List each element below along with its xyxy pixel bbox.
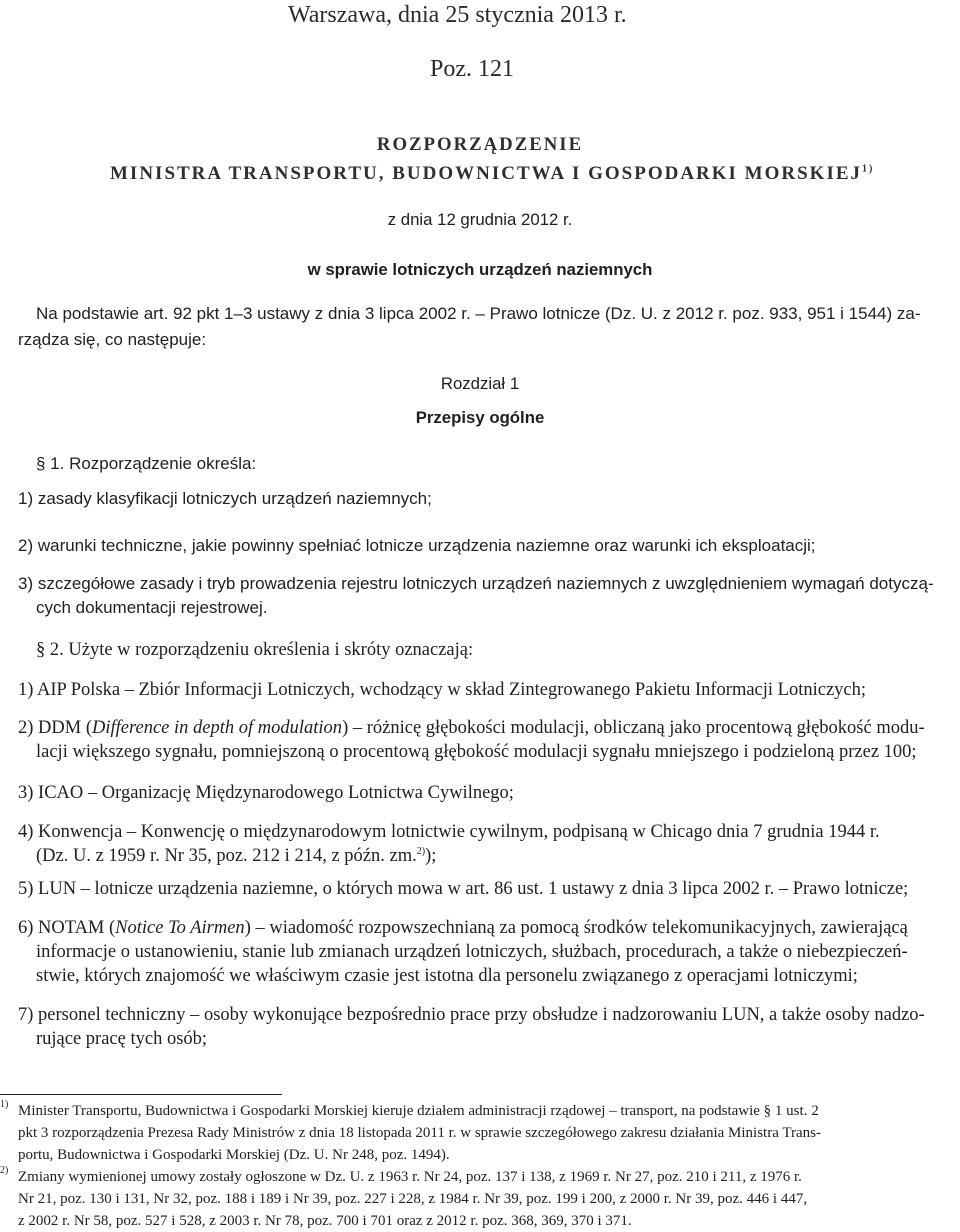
footnote-2-line-1: Zmiany wymienionej umowy zostały ogłoszone w Dz. U. z 1963 r. Nr 24, poz. 137 i 138, z 1969 r. Nr 27, poz. 210 i 211, z 1976 r.	[18, 1169, 802, 1185]
footnote-ref-2[interactable]: 2)	[416, 845, 426, 857]
section-1-item-3-line-1: 3) szczegółowe zasady i tryb prowadzenia rejestru lotniczych urządzeń naziemnych z uwzględnieniem wymagań dotyczą-	[18, 574, 934, 593]
section-2-item-6-line-2: informacje o ustanowieniu, stanie lub zmianach urządzeń lotniczych, służbach, procedurach, a także o niebezpieczeń-	[36, 942, 908, 962]
section-1-intro: § 1. Rozporządzenie określa:	[36, 454, 257, 473]
ddm-english-term: Difference in depth of modulation	[92, 718, 343, 738]
section-2-item-2-line-2: lacji większego sygnału, pomniejszoną o procentową głębokość modulacji sygnału mniejszego i podzieloną przez 100;	[36, 742, 917, 762]
section-2-item-6-line-3: stwie, których znajomość we właściwym czasie jest istotna dla personelu związanego z operacjami lotniczymi;	[36, 966, 858, 986]
footnote-1-mark: 1)	[0, 1099, 9, 1110]
regulation-subject: w sprawie lotniczych urządzeń naziemnych	[307, 260, 653, 279]
section-2-item-7-line-1: 7) personel techniczny – osoby wykonujące bezpośrednio prace przy obsłudze i nadzorowaniu LUN, a także osoby nadzo-	[18, 1005, 925, 1025]
section-2-item-3: 3) ICAO – Organizację Międzynarodowego Lotnictwa Cywilnego;	[18, 783, 514, 803]
section-2-item-5: 5) LUN – lotnicze urządzenia naziemne, o których mowa w art. 86 ust. 1 ustawy z dnia 3 lipca 2002 r. – Prawo lotnicze;	[18, 879, 909, 899]
section-2-item-6-line-1: 6) NOTAM (Notice To Airmen) – wiadomość rozpowszechnianą za pomocą środków telekomunikacyjnych, zawierającą	[18, 918, 908, 938]
footnote-1-line-2: pkt 3 rozporządzenia Prezesa Rady Ministrów z dnia 18 listopada 2011 r. w sprawie szczegółowego zakresu działania Ministra Trans-	[18, 1125, 821, 1141]
document-date: Warszawa, dnia 25 stycznia 2013 r.	[288, 2, 627, 28]
section-2-item-4-line-2: (Dz. U. z 1959 r. Nr 35, poz. 212 i 214, z późn. zm.$^{2)}$);	[36, 845, 437, 866]
regulation-date: z dnia 12 grudnia 2012 r.	[387, 210, 573, 229]
preamble-line-2: rządza się, co następuje:	[18, 330, 207, 349]
chapter-name: Przepisy ogólne	[415, 408, 545, 427]
section-1-item-3-line-2: cych dokumentacji rejestrowej.	[36, 598, 268, 617]
footnote-2-mark: 2)	[0, 1165, 9, 1176]
section-2-item-2-line-1: 2) DDM (Difference in depth of modulation) – różnicę głębokości modulacji, obliczaną jako procentową głębokość modu-	[18, 718, 925, 738]
regulation-title: ROZPORZĄDZENIE	[376, 134, 584, 155]
preamble-line-1: Na podstawie art. 92 pkt 1–3 ustawy z dnia 3 lipca 2002 r. – Prawo lotnicze (Dz. U. z 2012 r. poz. 933, 951 i 1544) za-	[36, 304, 921, 323]
section-2-item-1: 1) AIP Polska – Zbiór Informacji Lotniczych, wchodzący w skład Zintegrowanego Pakietu Informacji Lotniczych;	[18, 680, 867, 700]
section-2-item-4-line-1: 4) Konwencja – Konwencję o międzynarodowym lotnictwie cywilnym, podpisaną w Chicago dnia 7 grudnia 1944 r.	[18, 822, 880, 842]
footnote-ref-1[interactable]: 1)	[862, 163, 875, 175]
issuing-ministry: MINISTRA TRANSPORTU, BUDOWNICTWA I GOSPODARKI MORSKIEJ$^{1)}$	[110, 163, 875, 184]
footnote-2-line-2: Nr 21, poz. 130 i 131, Nr 32, poz. 188 i 189 i Nr 39, poz. 227 i 228, z 1984 r. Nr 39, poz. 199 i 200, z 2000 r. Nr 39, poz. 446 i 447,	[18, 1191, 808, 1207]
footnote-1-line-1: Minister Transportu, Budownictwa i Gospodarki Morskiej kieruje działem administracji rządowej – transport, na podstawie § 1 ust. 2	[18, 1103, 819, 1119]
section-1-item-2: 2) warunki techniczne, jakie powinny spełniać lotnicze urządzenia naziemne oraz warunki ich eksploatacji;	[18, 536, 816, 555]
section-2-item-7-line-2: rujące pracę tych osób;	[36, 1029, 208, 1049]
chapter-label: Rozdział 1	[440, 374, 520, 393]
section-2-intro: § 2. Użyte w rozporządzeniu określenia i skróty oznaczają:	[36, 640, 474, 660]
footnote-divider	[0, 1094, 282, 1095]
footnote-1-line-3: portu, Budownictwa i Gospodarki Morskiej (Dz. U. Nr 248, poz. 1494).	[18, 1147, 450, 1163]
position-number: Poz. 121	[430, 56, 514, 82]
footnote-2-line-3: z 2002 r. Nr 58, poz. 527 i 528, z 2003 r. Nr 78, poz. 700 i 701 oraz z 2012 r. poz. 368, 369, 370 i 371.	[18, 1213, 632, 1229]
section-1-item-1: 1) zasady klasyfikacji lotniczych urządzeń naziemnych;	[18, 489, 432, 508]
notam-english-term: Notice To Airmen	[115, 918, 245, 938]
